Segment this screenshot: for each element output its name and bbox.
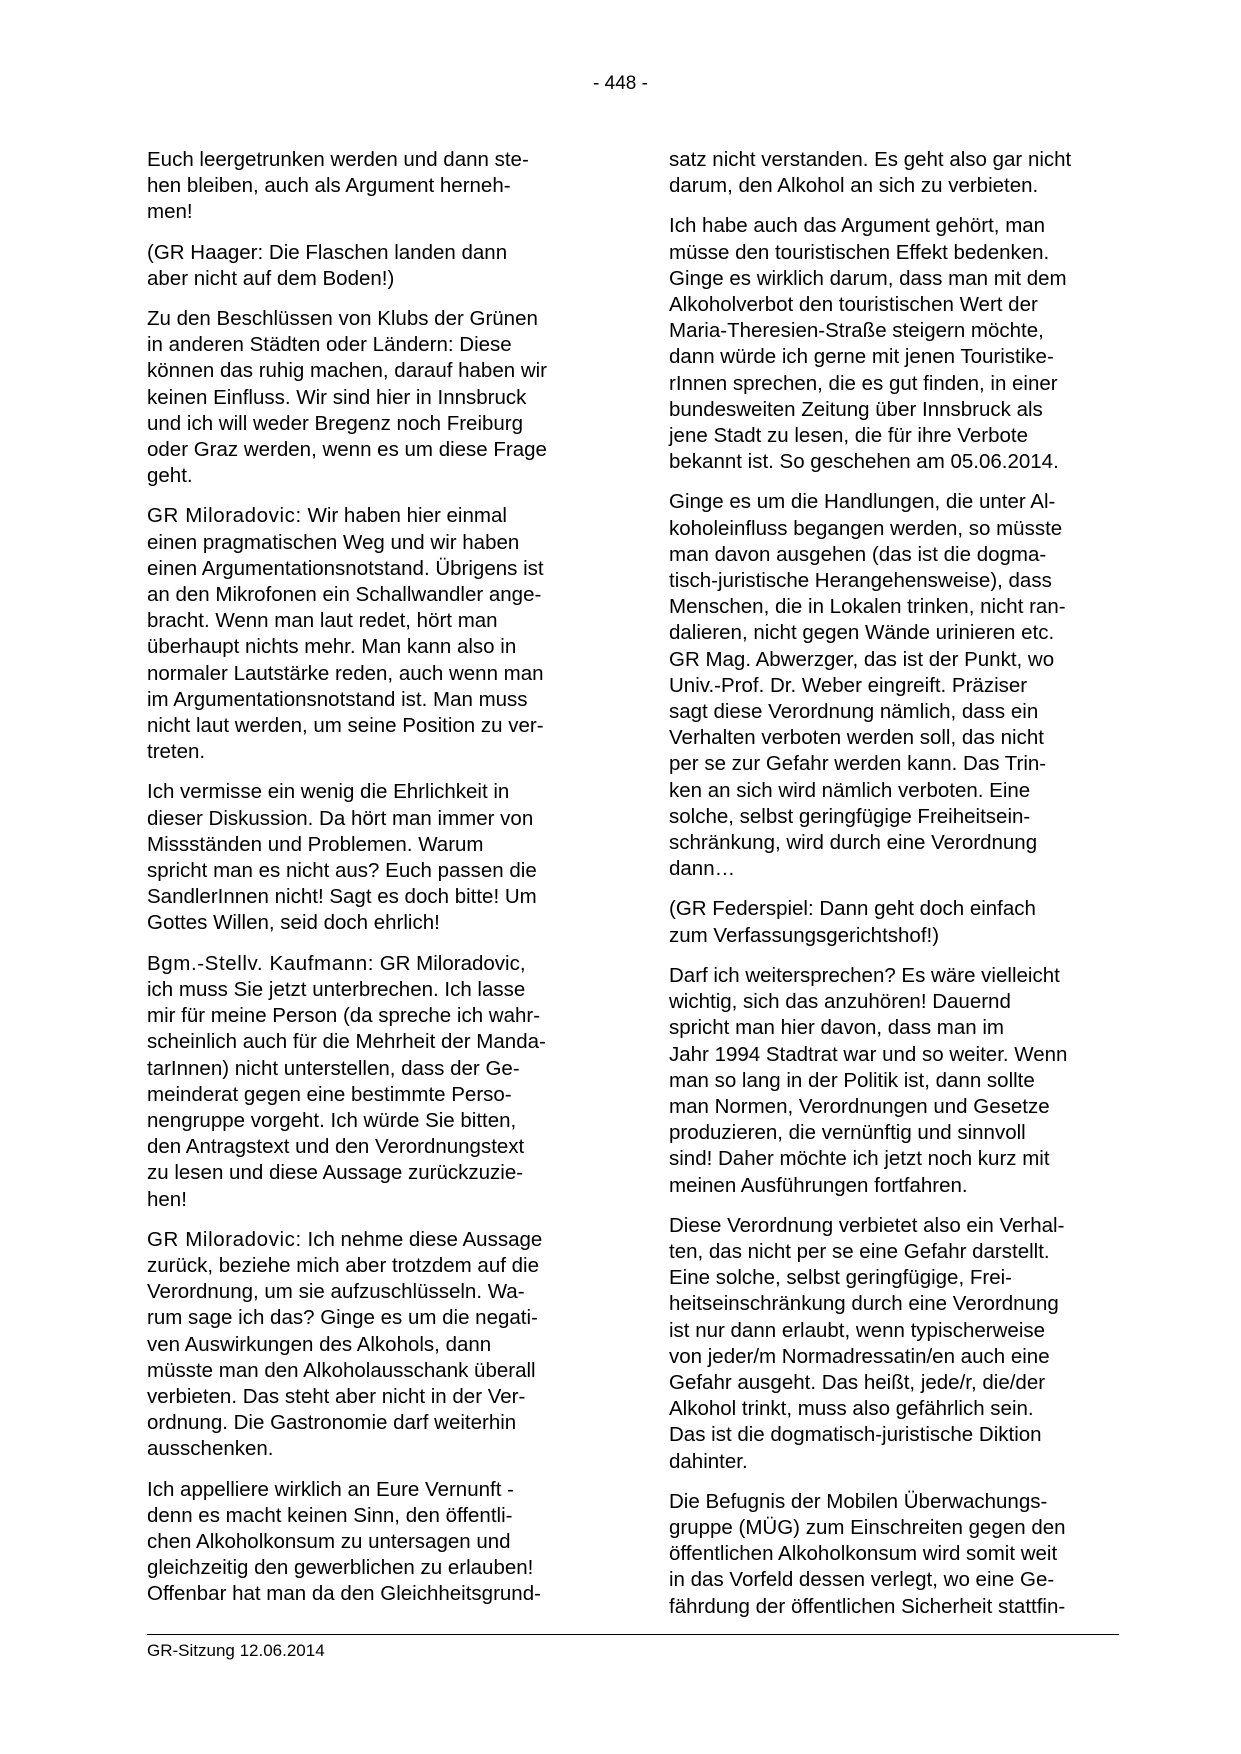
paragraph-text: Ich appelliere wirklich an Eure Vernunft - denn es macht keinen Sinn, den öffentli- chen Alkoholkonsum zu untersagen und gleichzeitig den gewerblichen zu erlauben! Offenbar hat man da den Gleichheitsgrund- (147, 1477, 541, 1606)
paragraph-text: satz nicht verstanden. Es geht also gar nicht darum, den Alkohol an sich zu verbieten. (669, 148, 1072, 198)
paragraph-text: Zu den Beschlüssen von Klubs der Grünen in anderen Städten oder Ländern: Diese können das ruhig machen, darauf haben wir keinen Einfluss. Wir sind hier in Innsbruck und ich will weder Bregenz noch Freiburg oder Graz werden, wenn es um diese Frage geht. (147, 307, 548, 488)
speaker-name: GR Miloradovic: (147, 1227, 302, 1251)
paragraph (669, 963, 1119, 1199)
paragraph-text: Diese Verordnung verbietet also ein Verhal- ten, das nicht per se eine Gefahr darstellt. Eine solche, selbst geringfügige, Frei- heitseinschränkung durch eine Verordnung ist nur dann erlaubt, wenn typischerweise von jeder/m Normadressatin/en auch eine Gefahr ausgeht. Das heißt, jede/r, die/der Alkohol trinkt, muss also gefährlich sein. Das ist die dogmatisch-juristische Diktion dahinter. (669, 1213, 1065, 1473)
paragraph-text: GR Miloradovic, ich muss Sie jetzt unterbrechen. Ich lasse mir für meine Person (da spreche ich wahr- scheinlich auch für die Mehrheit der Manda- tarInnen) nicht unterstellen, dass der Ge- meinderat gegen eine bestimmte Perso- nengruppe vorgeht. Ich würde Sie bitten, den Antragstext und den Verordnungstext zu lesen und diese Aussage zurückzuzie- hen! (147, 951, 546, 1211)
paragraph (147, 1477, 597, 1608)
paragraph-text: Ich habe auch das Argument gehört, man müsse den touristischen Effekt bedenken. Ginge es wirklich darum, dass man mit dem Alkoholverbot den touristischen Wert der Maria-Theresien-Straße steigern möchte, dann würde ich gerne mit jenen Touristike- rInnen sprechen, die es gut finden, in einer bundesweiten Zeitung über Innsbruck als jene Stadt zu lesen, die für ihre Verbote bekannt ist. So geschehen am 05.06.2014. (669, 214, 1067, 474)
speaker-name: Bgm.-Stellv. Kaufmann: (147, 951, 375, 975)
paragraph (669, 896, 1119, 948)
paragraph-text: Darf ich weitersprechen? Es wäre vielleicht wichtig, sich das anzuhören! Dauernd spricht man hier davon, dass man im Jahr 1994 Stadtrat war und so weiter. Wenn man so lang in der Politik ist, dann sollte man Normen, Verordnungen und Gesetze produzieren, die vernünftig und sinnvoll sind! Daher möchte ich jetzt noch kurz mit meinen Ausführungen fortfahren. (669, 963, 1068, 1197)
paragraph-text: Die Befugnis der Mobilen Überwachungs- gruppe (MÜG) zum Einschreiten gegen den öffentlichen Alkoholkonsum wird somit weit in das Vorfeld dessen verlegt, wo eine Ge- fährdung der öffentlichen Sicherheit stattfin- (669, 1489, 1066, 1618)
left-column (147, 147, 597, 1622)
paragraph (147, 503, 597, 765)
paragraph (147, 1227, 597, 1463)
page-number: - 448 - (593, 73, 648, 94)
paragraph-text: Wir haben hier einmal einen pragmatischen Weg und wir haben einen Argumentationsnotstand. Übrigens ist an den Mikrofonen ein Schallwandler ange- bracht. Wenn man laut redet, hört man überhaupt nichts mehr. Man kann also in normaler Lautstärke reden, auch wenn man im Argumentationsnotstand ist. Man muss nicht laut werden, um seine Position zu ver- treten. (147, 504, 544, 764)
paragraph (147, 240, 597, 292)
footer-session-date: GR-Sitzung 12.06.2014 (147, 1641, 325, 1660)
paragraph (147, 951, 597, 1213)
paragraph (669, 489, 1119, 882)
paragraph (669, 1213, 1119, 1475)
paragraph-text: Ginge es um die Handlungen, die unter Al- koholeinfluss begangen werden, so müsste man davon ausgehen (das ist die dogma- tisch-juristische Herangehensweise), dass Menschen, die in Lokalen trinken, nicht ran- dalieren, nicht gegen Wände urinieren etc. GR Mag. Abwerzger, das ist der Punkt, wo Univ.-Prof. Dr. Weber eingreift. Präziser sagt diese Verordnung nämlich, dass ein Verhalten verboten werden soll, das nicht per se zur Gefahr werden kann. Das Trin- ken an sich wird nämlich verboten. Eine solche, selbst geringfügige Freiheitsein- schränkung, wird durch eine Verordnung dann… (669, 490, 1066, 881)
paragraph (147, 147, 597, 226)
right-column (669, 147, 1119, 1634)
footer-divider (147, 1634, 1119, 1635)
paragraph (669, 1489, 1119, 1620)
speaker-name: GR Miloradovic: (147, 504, 302, 528)
paragraph-text: (GR Federspiel: Dann geht doch einfach zum Verfassungsgerichtshof!) (669, 897, 1036, 947)
paragraph-text: Ich vermisse ein wenig die Ehrlichkeit in dieser Diskussion. Da hört man immer von Missständen und Problemen. Warum spricht man es nicht aus? Euch passen die SandlerInnen nicht! Sagt es doch bitte! Um Gottes Willen, seid doch ehrlich! (147, 780, 537, 935)
paragraph-text: (GR Haager: Die Flaschen landen dann aber nicht auf dem Boden!) (147, 240, 508, 290)
paragraph (669, 147, 1119, 199)
paragraph-text: Euch leergetrunken werden und dann ste- hen bleiben, auch als Argument herneh- men! (147, 148, 529, 224)
paragraph (147, 306, 597, 489)
paragraph (669, 213, 1119, 475)
paragraph (147, 779, 597, 936)
paragraph-text: Ich nehme diese Aussage zurück, beziehe mich aber trotzdem auf die Verordnung, um sie aufzuschlüsseln. Wa- rum sage ich das? Ginge es um die negati- ven Auswirkungen des Alkohols, dann müsste man den Alkoholausschank überall verbieten. Das steht aber nicht in der Ver- ordnung. Die Gastronomie darf weiterhin ausschenken. (147, 1227, 543, 1461)
